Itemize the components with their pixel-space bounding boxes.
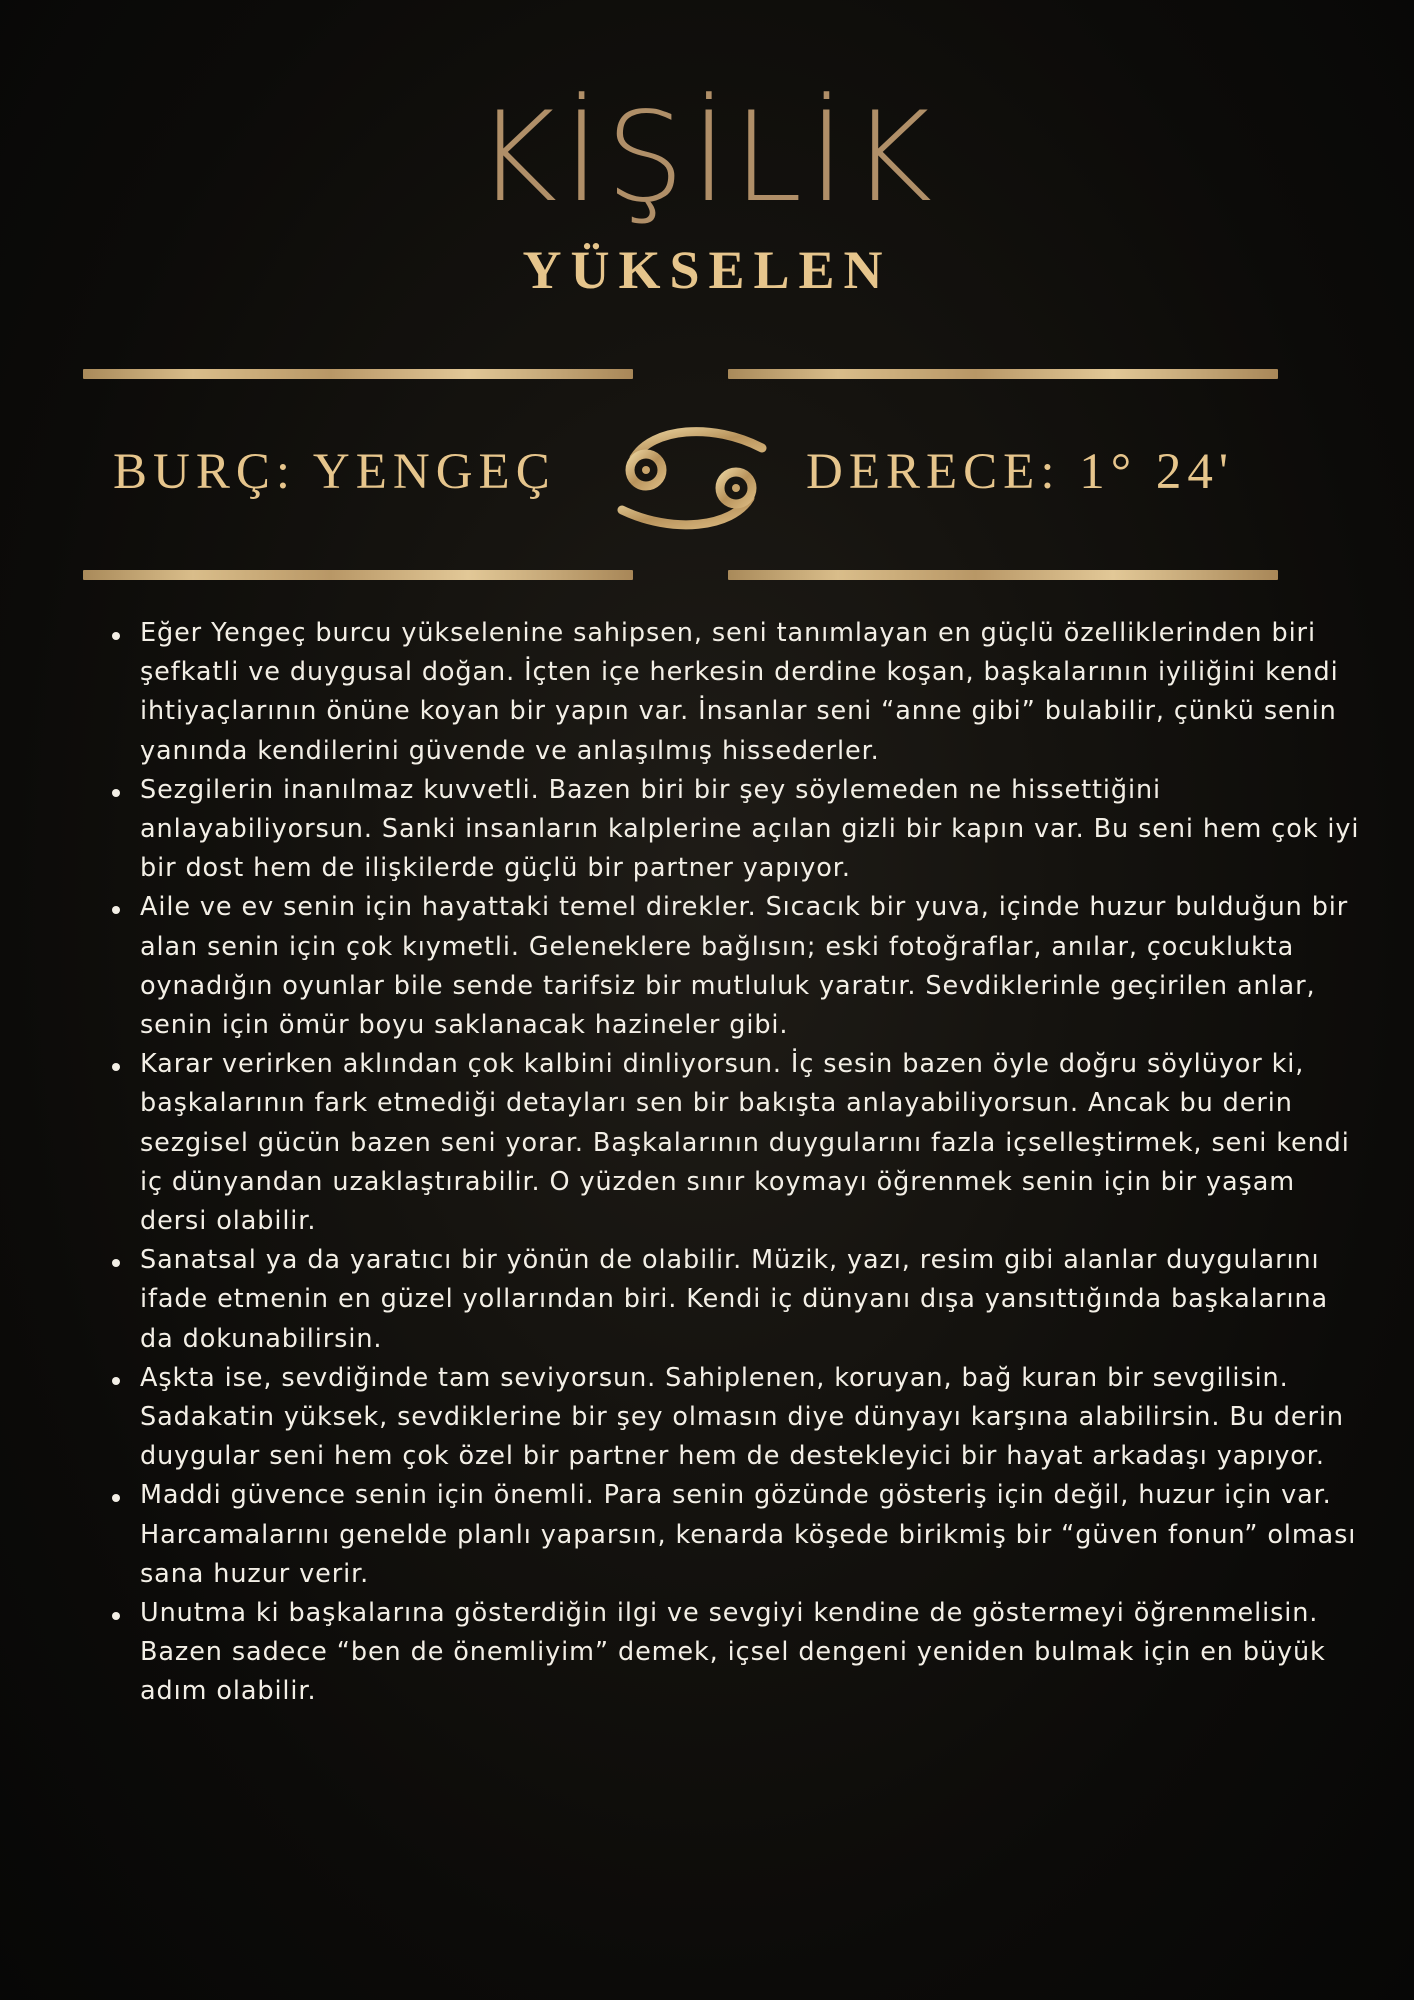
gold-divider-bottom-left bbox=[83, 570, 633, 580]
page-subtitle: YÜKSELEN bbox=[522, 240, 892, 300]
cancer-zodiac-icon bbox=[612, 418, 772, 538]
page-title: KİŞİLİK bbox=[475, 86, 939, 230]
traits-list bbox=[110, 614, 1370, 1712]
trait-item: Unutma ki başkalarına gösterdiğin ilgi ve sevgiyi kendine de göstermeyi öğrenmelisin. Bazen sadece “ben de önemliyim” demek, içsel dengeni yeniden bulmak için en büyük adım olabilir. bbox=[140, 1594, 1370, 1712]
trait-item: Aile ve ev senin için hayattaki temel direkler. Sıcacık bir yuva, içinde huzur bulduğun bir alan senin için çok kıymetli. Geleneklere bağlısın; eski fotoğraflar, anılar, çocuklukta oynadığın oyunlar bile sende tarifsiz bir mutluluk yaratır. Sevdiklerinle geçirilen anlar, senin için ömür boyu saklanacak hazineler gibi. bbox=[140, 888, 1370, 1045]
trait-item: Sanatsal ya da yaratıcı bir yönün de olabilir. Müzik, yazı, resim gibi alanlar duygularını ifade etmenin en güzel yollarından biri. Kendi iç dünyanı dışa yansıttığında başkalarına da dokunabilirsin. bbox=[140, 1241, 1370, 1359]
gold-divider-bottom-right bbox=[728, 570, 1278, 580]
trait-item: Aşkta ise, sevdiğinde tam seviyorsun. Sahiplenen, koruyan, bağ kuran bir sevgilisin. Sadakatin yüksek, sevdiklerine bir şey olmasın diye dünyayı karşına alabilirsin. Bu derin duygular seni hem çok özel bir partner hem de destekleyici bir hayat arkadaşı yapıyor. bbox=[140, 1359, 1370, 1477]
trait-item: Eğer Yengeç burcu yükselenine sahipsen, seni tanımlayan en güçlü özelliklerinden biri şefkatli ve duygusal doğan. İçten içe herkesin derdine koşan, başkalarının iyiliğini kendi ihtiyaçlarının önüne koyan bir yapın var. İnsanlar seni “anne gibi” bulabilir, çünkü senin yanında kendilerini güvende ve anlaşılmış hissederler. bbox=[140, 614, 1370, 771]
trait-item: Sezgilerin inanılmaz kuvvetli. Bazen biri bir şey söylemeden ne hissettiğini anlayabiliyorsun. Sanki insanların kalplerine açılan gizli bir kapın var. Bu seni hem çok iyi bir dost hem de ilişkilerde güçlü bir partner yapıyor. bbox=[140, 771, 1370, 889]
trait-item: Karar verirken aklından çok kalbini dinliyorsun. İç sesin bazen öyle doğru söylüyor ki, başkalarının fark etmediği detayları sen bir bakışta anlayabiliyorsun. Ancak bu derin sezgisel gücün bazen seni yorar. Başkalarının duygularını fazla içselleştirmek, seni kendi iç dünyandan uzaklaştırabilir. O yüzden sınır koymayı öğrenmek senin için bir yaşam dersi olabilir. bbox=[140, 1045, 1370, 1241]
degree-label: DERECE: 1° 24' bbox=[806, 444, 1235, 500]
sign-label: BURÇ: YENGEÇ bbox=[113, 444, 556, 500]
trait-item: Maddi güvence senin için önemli. Para senin gözünde gösteriş için değil, huzur için var. Harcamalarını genelde planlı yaparsın, kenarda köşede birikmiş bir “güven fonun” olması sana huzur verir. bbox=[140, 1476, 1370, 1594]
gold-divider-top-right bbox=[728, 369, 1278, 379]
gold-divider-top-left bbox=[83, 369, 633, 379]
